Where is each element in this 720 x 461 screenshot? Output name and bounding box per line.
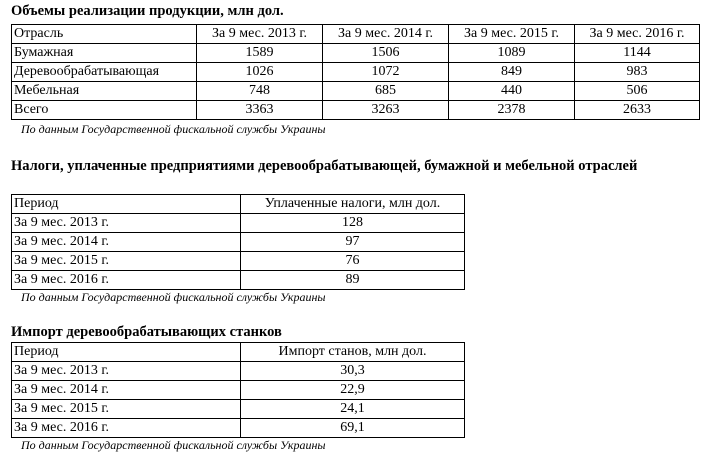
header-cell: Отрасль: [12, 25, 197, 44]
table-row: [12, 101, 700, 120]
table-row: [12, 82, 700, 101]
row-label: За 9 мес. 2014 г.: [12, 381, 241, 400]
row-label: За 9 мес. 2015 г.: [12, 400, 241, 419]
header-cell: Импорт станов, млн дол.: [241, 343, 465, 362]
value-cell: 2378: [449, 101, 575, 120]
header-cell: Уплаченные налоги, млн дол.: [241, 195, 465, 214]
row-label: Мебельная: [12, 82, 197, 101]
value-cell: 983: [575, 63, 700, 82]
table2-title: Налоги, уплаченные предприятиями деревообрабатывающей, бумажной и мебельной отраслей: [11, 158, 638, 174]
taxes-table: [11, 194, 465, 290]
table-row: [12, 362, 465, 381]
header-cell: За 9 мес. 2013 г.: [197, 25, 323, 44]
value-cell: 506: [575, 82, 700, 101]
value-cell: 748: [197, 82, 323, 101]
value-cell: 89: [241, 271, 465, 290]
value-cell: 685: [323, 82, 449, 101]
header-cell: Период: [12, 343, 241, 362]
table-row: [12, 381, 465, 400]
import-table: [11, 342, 465, 438]
value-cell: 22,9: [241, 381, 465, 400]
value-cell: 1072: [323, 63, 449, 82]
value-cell: 24,1: [241, 400, 465, 419]
value-cell: 849: [449, 63, 575, 82]
value-cell: 3263: [323, 101, 449, 120]
value-cell: 30,3: [241, 362, 465, 381]
table-row: [12, 252, 465, 271]
value-cell: 97: [241, 233, 465, 252]
value-cell: 1026: [197, 63, 323, 82]
header-cell: За 9 мес. 2014 г.: [323, 25, 449, 44]
value-cell: 440: [449, 82, 575, 101]
table3-title: Импорт деревообрабатывающих станков: [11, 324, 282, 340]
value-cell: 1089: [449, 44, 575, 63]
header-cell: За 9 мес. 2015 г.: [449, 25, 575, 44]
source-note: По данным Государственной фискальной службы Украины: [21, 438, 326, 452]
value-cell: 1589: [197, 44, 323, 63]
value-cell: 69,1: [241, 419, 465, 438]
table-row: [12, 419, 465, 438]
source-note: По данным Государственной фискальной службы Украины: [21, 290, 326, 304]
table-header-row: [12, 343, 465, 362]
row-label: За 9 мес. 2016 г.: [12, 419, 241, 438]
table-row: [12, 63, 700, 82]
value-cell: 76: [241, 252, 465, 271]
row-label: За 9 мес. 2015 г.: [12, 252, 241, 271]
row-label: За 9 мес. 2014 г.: [12, 233, 241, 252]
value-cell: 128: [241, 214, 465, 233]
value-cell: 1144: [575, 44, 700, 63]
header-cell: За 9 мес. 2016 г.: [575, 25, 700, 44]
table-row: [12, 44, 700, 63]
table-row: [12, 400, 465, 419]
row-label: За 9 мес. 2013 г.: [12, 362, 241, 381]
table1-title: Объемы реализации продукции, млн дол.: [11, 3, 284, 19]
table-header-row: [12, 25, 700, 44]
row-label: Бумажная: [12, 44, 197, 63]
header-cell: Период: [12, 195, 241, 214]
value-cell: 2633: [575, 101, 700, 120]
value-cell: 3363: [197, 101, 323, 120]
row-label: Деревообрабатывающая: [12, 63, 197, 82]
row-label: За 9 мес. 2013 г.: [12, 214, 241, 233]
table-row: [12, 214, 465, 233]
value-cell: 1506: [323, 44, 449, 63]
table-row: [12, 271, 465, 290]
table-row: [12, 233, 465, 252]
sales-table: [11, 24, 700, 120]
source-note: По данным Государственной фискальной службы Украины: [21, 122, 326, 136]
row-label: Всего: [12, 101, 197, 120]
table-header-row: [12, 195, 465, 214]
row-label: За 9 мес. 2016 г.: [12, 271, 241, 290]
